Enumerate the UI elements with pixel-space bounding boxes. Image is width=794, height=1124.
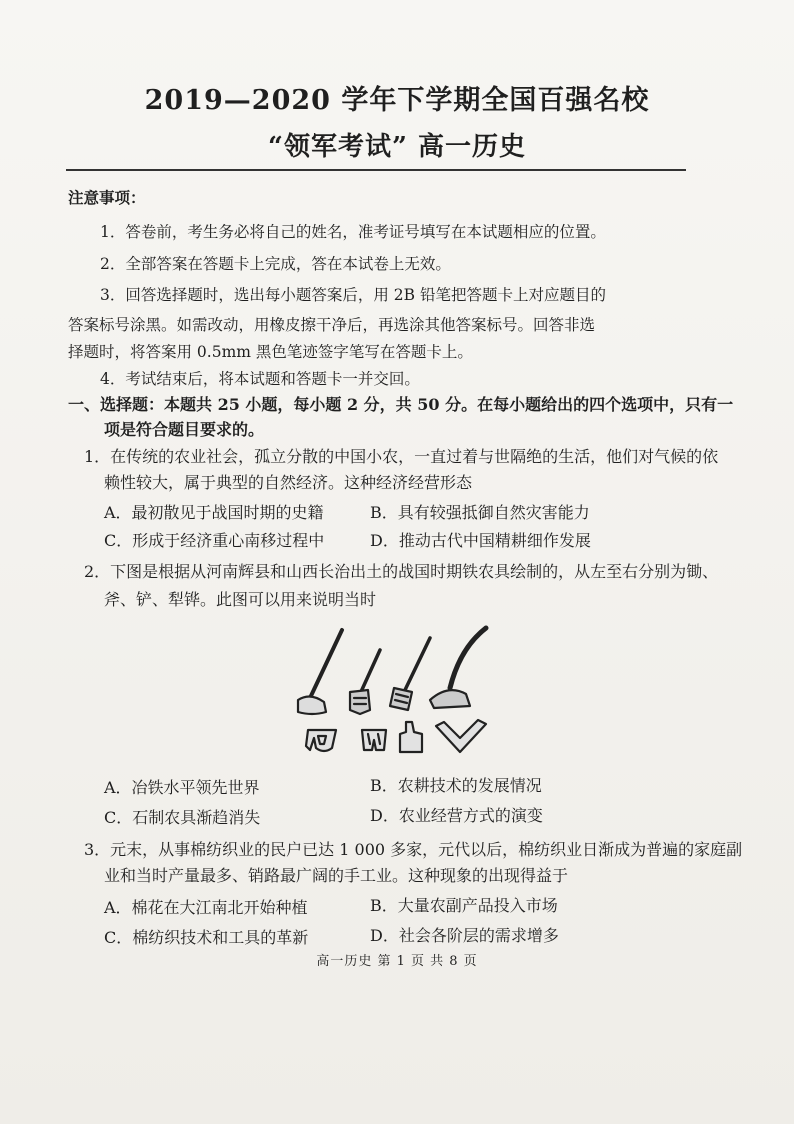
- question-2-stem-cont: 斧、铲、犁铧。此图可以用来说明当时: [104, 590, 377, 609]
- axe-tool: [350, 650, 380, 714]
- title-divider: [66, 169, 686, 171]
- notice-item: 1．答卷前，考生务必将自己的姓名，准考证号填写在本试题相应的位置。: [100, 223, 606, 241]
- hoe-tool: [298, 630, 342, 714]
- notice-item: 择题时，将答案用 0.5mm 黑色笔迹签字笔写在答题卡上。: [68, 343, 473, 361]
- exam-title: 2019—2020 学年下学期全国百强名校: [144, 85, 650, 116]
- plowshare-tool: [430, 628, 486, 708]
- q2-option-d: D．农业经营方式的演变: [370, 806, 543, 825]
- question-2-stem: 2．下图是根据从河南辉县和山西长治出土的战国时期铁农具绘制的，从左至右分别为锄、: [84, 562, 719, 581]
- q3-option-a: A．棉花在大江南北开始种植: [104, 898, 308, 917]
- exam-subtitle: “领军考试” 高一历史: [268, 132, 526, 162]
- q2-option-b: B．农耕技术的发展情况: [370, 776, 542, 795]
- q2-option-c: C．石制农具渐趋消失: [104, 808, 261, 827]
- q3-option-d: D．社会各阶层的需求增多: [370, 926, 559, 945]
- spade-tool: [390, 638, 430, 710]
- q1-option-c: C．形成于经济重心南移过程中: [104, 531, 325, 550]
- notice-item: 答案标号涂黑。如需改动，用橡皮擦干净后，再选涂其他答案标号。回答非选: [68, 316, 596, 334]
- page-footer: 高一历史 第 1 页 共 8 页: [316, 954, 478, 969]
- q2-option-a: A．冶铁水平领先世界: [104, 778, 260, 797]
- section-heading-cont: 项是符合题目要求的。: [104, 420, 265, 439]
- notice-item: 3．回答选择题时，选出每小题答案后，用 2B 铅笔把答题卡上对应题目的: [100, 286, 606, 304]
- q1-option-b: B．具有较强抵御自然灾害能力: [370, 503, 590, 522]
- question-1-stem-cont: 赖性较大，属于典型的自然经济。这种经济经营形态: [104, 473, 473, 492]
- notice-heading: 注意事项：: [68, 188, 146, 207]
- q3-option-b: B．大量农副产品投入市场: [370, 896, 558, 915]
- notice-item: 4．考试结束后，将本试题和答题卡一并交回。: [100, 370, 420, 388]
- question-1-stem: 1．在传统的农业社会，孤立分散的中国小农，一直过着与世隔绝的生活，他们对气候的依: [84, 447, 719, 466]
- section-heading: 一、选择题：本题共 25 小题，每小题 2 分，共 50 分。在每小题给出的四个选项中，只有一: [68, 395, 734, 414]
- q1-option-d: D．推动古代中国精耕细作发展: [370, 531, 591, 550]
- q1-option-a: A．最初散见于战国时期的史籍: [104, 503, 324, 522]
- iron-tools-illustration: [290, 618, 505, 768]
- notice-item: 2．全部答案在答题卡上完成，答在本试卷上无效。: [100, 255, 451, 273]
- question-3-stem: 3．元末，从事棉纺织业的民户已达 1 000 多家，元代以后，棉纺织业日渐成为普遍的家庭副: [84, 840, 743, 859]
- tool-heads-row: [306, 720, 486, 752]
- q3-option-c: C．棉纺织技术和工具的革新: [104, 928, 309, 947]
- question-3-stem-cont: 业和当时产量最多、销路最广阔的手工业。这种现象的出现得益于: [104, 866, 569, 885]
